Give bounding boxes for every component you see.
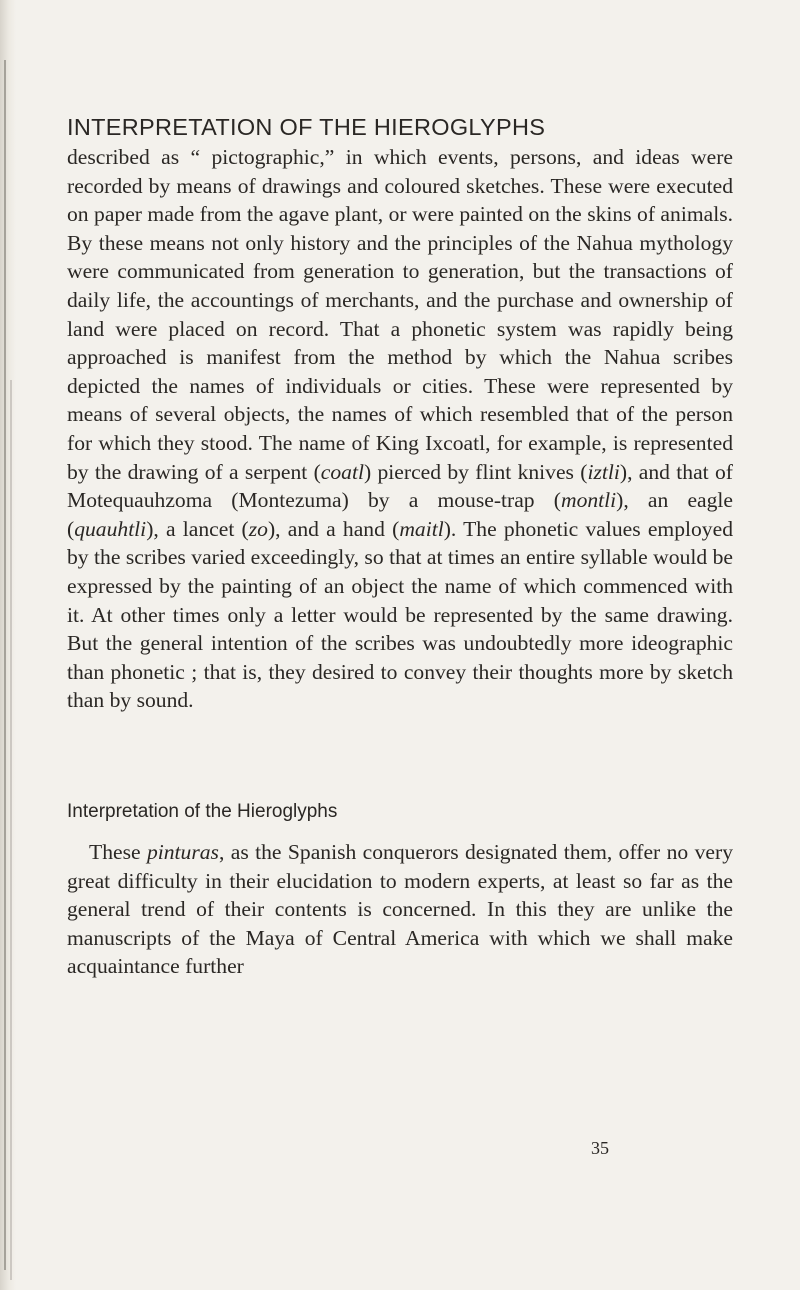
- paragraph-text: , as the Spanish conquerors designated them, offer no very great difficulty in their elucidation to modern experts, at least so far as the general trend of their contents is concerned. In this they are unlike the manuscripts of the Maya of Central America with which we shall make acquaintance further: [67, 840, 733, 979]
- italic-term: coatl: [320, 459, 364, 484]
- gutter-shadow-line: [4, 60, 6, 1270]
- body-paragraph-2: [67, 838, 733, 981]
- binding-gutter: [0, 0, 16, 1290]
- paragraph-text: ) pierced by flint knives (: [363, 459, 588, 484]
- italic-term: maitl: [399, 516, 444, 541]
- page-number: 35: [591, 1138, 609, 1158]
- paragraph-text: ), and that of Motequauhzoma (Montezuma) by a mouse-trap (: [67, 459, 733, 513]
- italic-term: iztli: [587, 459, 620, 484]
- paragraph-text: ), and a hand (: [267, 516, 400, 541]
- italic-term: zo: [248, 516, 268, 541]
- paragraph-text: ), a lancet (: [146, 516, 249, 541]
- paragraph-text: ), an eagle (: [67, 488, 733, 541]
- italic-term: quauhtli: [74, 516, 147, 541]
- paragraph-text: described as “ pictographic,” in which events, persons, and ideas were recorded by means of drawings and coloured sketches. These were executed on paper made from the agave plant, or were painted on the skins of animals. By these means not only history and the principles of the Nahua mythology were communicated from generation to generation, but the transactions of daily life, the accountings of merchants, and the purchase and ownership of land were placed on record. That a phonetic system was rapidly being approached is manifest from the method by which the Nahua scribes depicted the names of individuals or cities. These were represented by means of several objects, the names of which resembled that of the person for which they stood. The name of King Ixcoatl, for example, is represented by the drawing of a serpent (: [67, 145, 733, 484]
- paragraph-text: ). The phonetic values employed by the scribes varied exceedingly, so that at times an entire syllable would be expressed by the painting of an object the name of which commenced with it. At other times only a letter would be represented by the same drawing. But the general intention of the scribes was undoubtedly more ideographic than phonetic ; that is, they desired to convey their thoughts more by sketch than by sound.: [67, 516, 733, 713]
- italic-term: montli: [560, 488, 617, 513]
- paragraph-block: [67, 838, 733, 981]
- gutter-shadow-line: [10, 380, 12, 1280]
- italic-term: pinturas: [146, 840, 219, 864]
- body-paragraph-1: [67, 143, 733, 715]
- paragraph-text: These: [89, 840, 147, 864]
- running-head: INTERPRETATION OF THE HIEROGLYPHS: [67, 114, 546, 140]
- section-heading: Interpretation of the Hieroglyphs: [67, 801, 338, 822]
